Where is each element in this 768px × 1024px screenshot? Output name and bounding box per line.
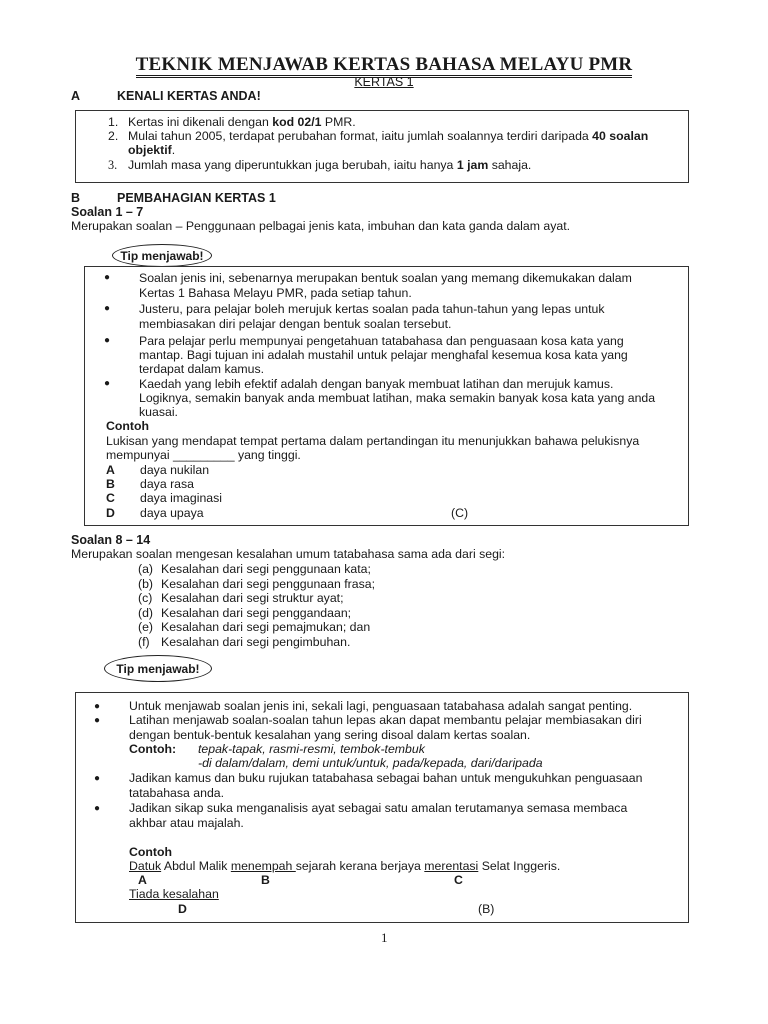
bullet-icon: ● xyxy=(94,773,101,784)
option-letter: B xyxy=(106,477,115,491)
item-bold: 1 jam xyxy=(456,158,489,172)
section-title: KENALI KERTAS ANDA! xyxy=(117,89,261,103)
tip-badge xyxy=(112,244,212,267)
page-number: 1 xyxy=(381,930,388,945)
example-question: mempunyai _________ yang tinggi. xyxy=(106,448,301,462)
underlined-word-b: menempah xyxy=(230,859,296,873)
part1-heading: Soalan 1 – 7 xyxy=(71,205,144,219)
bullet-icon: ● xyxy=(94,803,101,814)
bullet-text: Kertas 1 Bahasa Melayu PMR, pada setiap tahun. xyxy=(139,286,412,300)
page-title-text: TEKNIK MENJAWAB KERTAS BAHASA MELAYU PMR xyxy=(136,54,633,78)
item-number: 2. xyxy=(108,129,119,143)
bullet-icon: ● xyxy=(94,715,101,726)
bullet-text: kuasai. xyxy=(139,405,178,419)
list-item xyxy=(108,158,531,173)
example-question: Lukisan yang mendapat tempat pertama dalam pertandingan itu menunjukkan bahawa pelukisnya xyxy=(106,434,640,448)
list-text: Kesalahan dari segi penggandaan; xyxy=(161,605,352,620)
bullet-icon: ● xyxy=(104,378,111,389)
list-key: (d) xyxy=(138,605,154,620)
item-bold: 40 soalan xyxy=(592,129,649,143)
list-item xyxy=(138,577,153,592)
section-a-box xyxy=(75,110,689,183)
part1-description: Merupakan soalan – Penggunaan pelbagai jenis kata, imbuhan dan kata ganda dalam ayat. xyxy=(71,219,571,233)
bullet-text: dengan bentuk-bentuk kesalahan yang sering disoal dalam kertas soalan. xyxy=(129,728,531,742)
example-sentence xyxy=(129,859,560,874)
bullet-icon: ● xyxy=(104,303,111,314)
item-text: sahaja. xyxy=(488,158,532,172)
bullet-text: Justeru, para pelajar boleh merujuk kertas soalan pada tahun-tahun yang lepas untuk xyxy=(139,302,605,316)
bullet-text: tatabahasa anda. xyxy=(129,786,225,800)
item-text: PMR. xyxy=(321,115,356,129)
list-text: Kesalahan dari segi penggunaan frasa; xyxy=(161,576,375,591)
list-text: Kesalahan dari segi penggunaan kata; xyxy=(161,562,371,576)
bullet-text: Latihan menjawab soalan-soalan tahun lepas akan dapat membantu pelajar membiasakan diri xyxy=(129,713,642,727)
bullet-text: Jadikan kamus dan buku rujukan tatabahasa sebagai bahan untuk mengukuhkan penguasaan xyxy=(129,771,643,785)
option-text: daya upaya xyxy=(140,506,204,520)
option-text: daya imaginasi xyxy=(140,491,223,505)
list-item xyxy=(138,620,153,635)
tip-label: Tip menjawab! xyxy=(120,248,204,263)
tip-badge xyxy=(104,655,212,682)
section-title: PEMBAHAGIAN KERTAS 1 xyxy=(117,191,276,205)
bullet-text: Jadikan sikap suka menganalisis ayat sebagai satu amalan terutamanya semasa membaca xyxy=(129,801,628,815)
contoh-label: Contoh: xyxy=(129,742,177,756)
section-letter: A xyxy=(71,89,81,103)
tip-label: Tip menjawab! xyxy=(116,661,200,676)
bullet-text: Untuk menjawab soalan jenis ini, sekali lagi, penguasaan tatabahasa adalah sangat penting. xyxy=(129,699,633,713)
item-number: 3. xyxy=(108,158,118,172)
bullet-icon: ● xyxy=(94,701,101,712)
marker-b: B xyxy=(261,873,270,887)
bullet-icon: ● xyxy=(104,335,111,346)
example-answer: (C) xyxy=(451,506,469,520)
list-text: Kesalahan dari segi struktur ayat; xyxy=(161,591,344,605)
part2-tips-box xyxy=(75,692,689,923)
item-text: . xyxy=(171,143,176,157)
list-item xyxy=(108,129,648,144)
contoh-text: tepak-tapak, rasmi-resmi, tembok-tembuk xyxy=(198,742,425,756)
option-letter: C xyxy=(106,491,115,505)
bullet-text: membiasakan diri pelajar dengan bentuk soalan tersebut. xyxy=(139,317,452,331)
list-item xyxy=(138,562,153,577)
item-number: 1. xyxy=(108,115,119,129)
list-item-continuation xyxy=(128,143,175,158)
part2-description: Merupakan soalan mengesan kesalahan umum tatabahasa sama ada dari segi: xyxy=(71,547,506,561)
item-text: Kertas ini dikenali dengan xyxy=(128,115,273,129)
example-label: Contoh xyxy=(129,845,173,859)
marker-c: C xyxy=(454,873,463,887)
page-title xyxy=(0,54,768,76)
marker-a: A xyxy=(138,873,147,887)
list-key: (e) xyxy=(138,620,154,634)
list-key: (f) xyxy=(138,634,150,649)
sentence-text: Abdul Malik xyxy=(161,859,231,873)
page-subtitle-text: KERTAS 1 xyxy=(354,75,414,89)
item-text: Jumlah masa yang diperuntukkan juga berubah, iaitu hanya xyxy=(128,158,457,172)
bullet-text: Para pelajar perlu mempunyai pengetahuan tatabahasa dan penguasaan kosa kata yang xyxy=(139,334,624,348)
example-answer: (B) xyxy=(478,902,495,916)
example-label: Contoh xyxy=(106,419,150,433)
list-item xyxy=(138,635,150,650)
option-letter: D xyxy=(106,506,115,520)
page-subtitle xyxy=(0,75,768,89)
option-text: daya rasa xyxy=(140,477,195,491)
sentence-text: sejarah kerana berjaya xyxy=(295,859,425,873)
part2-heading: Soalan 8 – 14 xyxy=(71,533,151,547)
underlined-word-a: Datuk xyxy=(129,859,162,873)
bullet-text: mantap. Bagi tujuan ini adalah mustahil untuk pelajar menghafal kesemua kosa kata yang xyxy=(139,348,628,362)
list-item xyxy=(138,606,153,621)
bullet-text: Soalan jenis ini, sebenarnya merupakan bentuk soalan yang memang dikemukakan dalam xyxy=(139,271,632,285)
contoh-text: -di dalam/dalam, demi untuk/untuk, pada/kepada, dari/daripada xyxy=(198,756,543,770)
item-text: Mulai tahun 2005, terdapat perubahan format, iaitu jumlah soalannya terdiri daripada xyxy=(128,129,593,143)
bullet-text: Kaedah yang lebih efektif adalah dengan banyak membuat latihan dan merujuk kamus. xyxy=(139,377,614,391)
bullet-text: terdapat dalam kamus. xyxy=(139,362,265,376)
list-text: Kesalahan dari segi pengimbuhan. xyxy=(161,634,351,649)
item-bold: kod 02/1 xyxy=(272,115,322,129)
list-text: Kesalahan dari segi pemajmukan; dan xyxy=(161,620,371,634)
sentence-text: Selat Inggeris. xyxy=(478,859,561,873)
underlined-word-c: merentasi xyxy=(424,859,479,873)
list-key: (b) xyxy=(138,576,154,591)
part1-tips-box xyxy=(84,266,689,526)
section-letter: B xyxy=(71,191,81,205)
list-item xyxy=(108,115,356,130)
list-item xyxy=(138,591,152,606)
option-d-text: Tiada kesalahan xyxy=(129,887,219,901)
list-key: (c) xyxy=(138,591,153,605)
bullet-icon: ● xyxy=(104,272,111,283)
bullet-text: Logiknya, semakin banyak anda membuat latihan, maka semakin banyak kosa kata yang anda xyxy=(139,391,656,405)
item-bold: objektif xyxy=(128,143,172,157)
option-letter: A xyxy=(106,463,115,477)
marker-d: D xyxy=(178,902,187,916)
bullet-text: akhbar atau majalah. xyxy=(129,816,244,830)
list-key: (a) xyxy=(138,562,154,576)
option-text: daya nukilan xyxy=(140,463,210,477)
